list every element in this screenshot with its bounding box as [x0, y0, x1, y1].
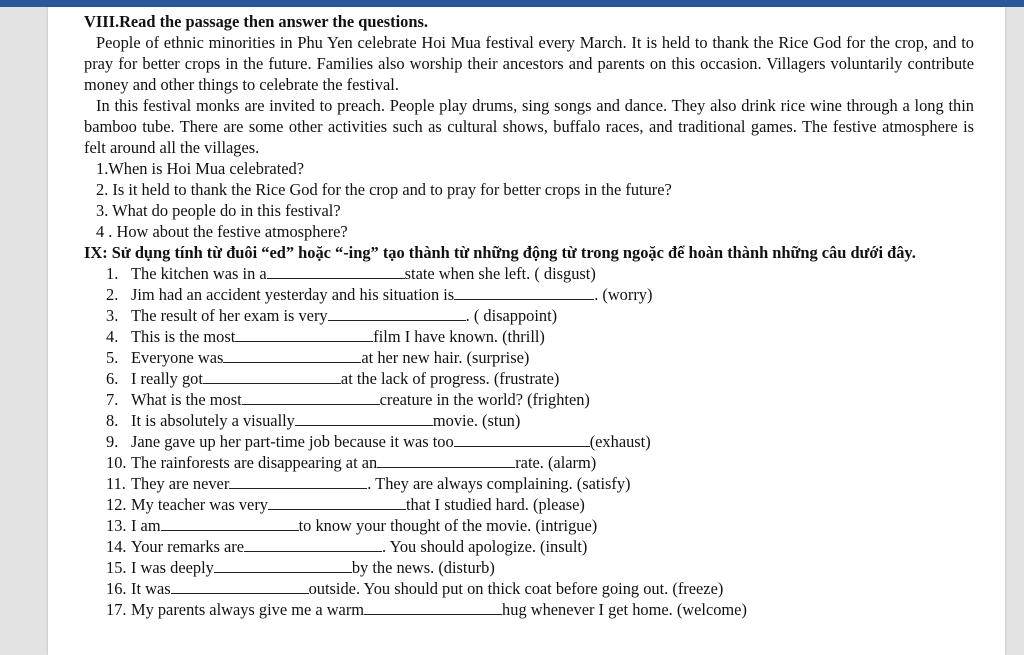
item-number: 14.: [106, 537, 127, 556]
question-1: 1.When is Hoi Mua celebrated?: [96, 159, 304, 178]
item-text-before: It was: [131, 579, 171, 598]
window-top-bar: [0, 0, 1024, 7]
item-text-before: They are never: [131, 474, 230, 493]
document-content: [84, 11, 974, 620]
answer-blank[interactable]: [328, 305, 466, 321]
exercise-item-14: [84, 536, 974, 557]
exercise-item-8: [84, 410, 974, 431]
exercise-item-9: [84, 431, 974, 452]
item-text-after: hug whenever I get home. (welcome): [502, 600, 747, 619]
exercise-item-17: [84, 599, 974, 620]
item-text-after: state when she left. ( disgust): [404, 264, 596, 283]
exercise-item-13: [84, 515, 974, 536]
item-text-before: What is the most: [131, 390, 242, 409]
item-number: 13.: [106, 516, 127, 535]
item-text-after: . You should apologize. (insult): [382, 537, 588, 556]
item-text-after: at the lack of progress. (frustrate): [340, 369, 560, 388]
exercise-item-7: [84, 389, 974, 410]
exercise-item-5: [84, 347, 974, 368]
item-text-before: I am: [131, 516, 161, 535]
answer-blank[interactable]: [229, 473, 367, 489]
item-number: 12.: [106, 495, 127, 514]
document-page[interactable]: [48, 7, 1005, 655]
item-number: 9.: [106, 432, 119, 451]
item-text-after: movie. (stun): [432, 411, 521, 430]
question-4: 4 . How about the festive atmosphere?: [96, 222, 348, 241]
exercise-item-10: [84, 452, 974, 473]
answer-blank[interactable]: [203, 368, 341, 384]
answer-blank[interactable]: [268, 494, 406, 510]
item-number: 2.: [106, 285, 119, 304]
item-number: 10.: [106, 453, 127, 472]
answer-blank[interactable]: [235, 326, 373, 342]
item-text-before: It is absolutely a visually: [131, 411, 295, 430]
item-text-after: rate. (alarm): [515, 453, 597, 472]
item-number: 17.: [106, 600, 127, 619]
item-text-after: (exhaust): [589, 432, 651, 451]
item-text-before: The result of her exam is very: [131, 306, 328, 325]
item-text-before: Jim had an accident yesterday and his situation is: [131, 285, 455, 304]
item-text-before: Everyone was: [131, 348, 224, 367]
question-3: 3. What do people do in this festival?: [96, 201, 341, 220]
item-text-after: by the news. (disturb): [351, 558, 495, 577]
exercise-item-2: [84, 284, 974, 305]
item-text-after: at her new hair. (surprise): [361, 348, 530, 367]
exercise-item-12: [84, 494, 974, 515]
exercise-item-6: [84, 368, 974, 389]
section-9-heading: IX: Sử dụng tính từ đuôi “ed” hoặc “-ing” tạo thành từ những động từ trong ngoặc để hoàn thành những câu dưới đây.: [84, 243, 916, 262]
item-number: 1.: [106, 264, 119, 283]
item-number: 8.: [106, 411, 119, 430]
answer-blank[interactable]: [242, 389, 380, 405]
item-text-before: I really got: [131, 369, 203, 388]
section-8-heading: VIII.Read the passage then answer the questions.: [84, 12, 428, 31]
passage-paragraph-2: In this festival monks are invited to preach. People play drums, sing songs and dance. They also drink rice wine through a long thin bamboo tube. There are some other activities such as cultural shows, buffalo races, and traditional games. The festive atmosphere is felt around all the villages.: [84, 96, 974, 157]
item-text-before: The rainforests are disappearing at an: [131, 453, 378, 472]
item-text-before: The kitchen was in a: [131, 264, 267, 283]
item-number: 16.: [106, 579, 127, 598]
item-number: 15.: [106, 558, 127, 577]
item-text-before: Jane gave up her part-time job because it was too: [131, 432, 454, 451]
item-text-before: My parents always give me a warm: [131, 600, 365, 619]
item-text-before: I was deeply: [131, 558, 214, 577]
exercise-item-16: [84, 578, 974, 599]
item-number: 4.: [106, 327, 119, 346]
answer-blank[interactable]: [214, 557, 352, 573]
item-number: 3.: [106, 306, 119, 325]
item-text-after: film I have known. (thrill): [373, 327, 545, 346]
exercise-item-15: [84, 557, 974, 578]
item-text-after: that I studied hard. (please): [405, 495, 585, 514]
item-number: 6.: [106, 369, 119, 388]
answer-blank[interactable]: [244, 536, 382, 552]
answer-blank[interactable]: [377, 452, 515, 468]
item-text-before: My teacher was very: [131, 495, 268, 514]
exercise-item-1: [84, 263, 974, 284]
answer-blank[interactable]: [171, 578, 309, 594]
exercise-item-11: [84, 473, 974, 494]
item-number: 5.: [106, 348, 119, 367]
answer-blank[interactable]: [267, 263, 405, 279]
answer-blank[interactable]: [295, 410, 433, 426]
answer-blank[interactable]: [454, 284, 594, 300]
question-2: 2. Is it held to thank the Rice God for the crop and to pray for better crops in the future?: [96, 180, 672, 199]
item-text-after: . They are always complaining. (satisfy): [367, 474, 631, 493]
item-text-before: Your remarks are: [131, 537, 245, 556]
answer-blank[interactable]: [364, 599, 502, 615]
answer-blank[interactable]: [161, 515, 299, 531]
exercise-item-4: [84, 326, 974, 347]
item-text-after: . (worry): [594, 285, 653, 304]
item-text-after: creature in the world? (frighten): [379, 390, 590, 409]
item-text-after: . ( disappoint): [465, 306, 558, 325]
exercise-item-3: [84, 305, 974, 326]
item-number: 7.: [106, 390, 119, 409]
item-text-after: outside. You should put on thick coat before going out. (freeze): [308, 579, 724, 598]
item-number: 11.: [106, 474, 126, 493]
answer-blank[interactable]: [223, 347, 361, 363]
answer-blank[interactable]: [454, 431, 590, 447]
item-text-before: This is the most: [131, 327, 236, 346]
item-text-after: to know your thought of the movie. (intrigue): [298, 516, 598, 535]
passage-paragraph-1: People of ethnic minorities in Phu Yen celebrate Hoi Mua festival every March. It is held to thank the Rice God for the crop, and to pray for better crops in the future. Families also worship their ancestors and parents on this occasion. Villagers voluntarily contribute money and other things to celebrate the festival.: [84, 33, 974, 94]
